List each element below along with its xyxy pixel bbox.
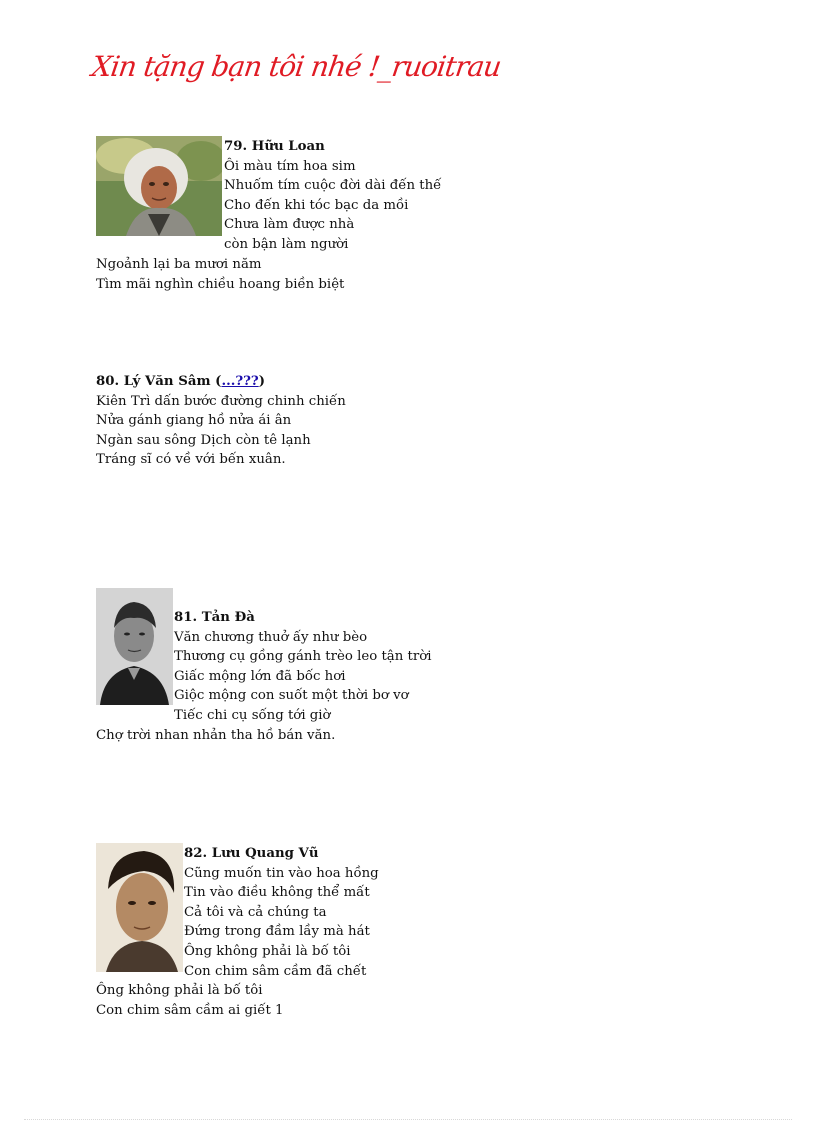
poem-line: Ôi màu tím hoa sim [224,158,356,174]
poem-title: 80. Lý Văn Sâm [96,374,211,389]
poem-title-row [96,372,346,392]
poem-title: 81. Tản Đà [174,610,255,625]
poem-line: Kiên Trì dấn bước đường chinh chiến [96,393,346,409]
title-paren-close: ) [258,374,265,389]
portrait-huu-loan [96,136,222,236]
poem-line: Ông không phải là bố tôi [184,943,351,959]
poem-line: Nửa gánh giang hồ nửa ái ân [96,413,292,429]
poem-line: Ngoảnh lại ba mươi năm [96,257,262,272]
poem-title: 82. Lưu Quang Vũ [184,846,319,861]
poem-line: Văn chương thuở ấy như bèo [174,629,368,645]
poem-link[interactable]: ...??? [221,374,259,389]
poem-line: Ngàn sau sông Dịch còn tê lạnh [96,432,311,448]
header-dedication: Xin tặng bạn tôi nhé !_ruoitrau [89,50,503,83]
poem-line: Tráng sĩ có về với bến xuân. [96,452,286,468]
page-bottom-divider [24,1119,792,1120]
poem-line: còn bận làm người [224,236,349,252]
portrait-luu-quang-vu [96,843,183,972]
poem-line: Ông không phải là bố tôi [96,983,263,998]
poem-line: Thương cụ gồng gánh trèo leo tận trời [174,649,432,665]
poem-line: Tìm mãi nghìn chiều hoang biền biệt [96,276,345,292]
poem-line: Chợ trời nhan nhản tha hồ bán văn. [96,728,336,743]
poem-line: Giộc mộng con suốt một thời bơ vơ [174,688,409,704]
poem-line: Cả tôi và cả chúng ta [184,904,327,920]
poem-line: Giấc mộng lớn đã bốc hơi [174,668,346,684]
poem-line: Nhuốm tím cuộc đời dài đến thế [224,178,442,194]
poem-line: Cho đến khi tóc bạc da mồi [224,197,409,213]
poem-line: Con chim sâm cầm ai giết 1 [96,1002,284,1018]
poem-title: 79. Hữu Loan [224,139,325,154]
poem-line: Tin vào điều không thể mất [184,885,370,901]
poem-line: Con chim sâm cầm đã chết [184,963,367,979]
poem-line: Đứng trong đầm lầy mà hát [184,924,370,940]
poem-line: Chưa làm được nhà [224,217,355,233]
portrait-tan-da [96,588,173,705]
poem-line: Tiếc chi cụ sống tới giờ [174,707,331,723]
poem-line: Cũng muốn tin vào hoa hồng [184,865,379,881]
title-paren-open: ( [210,374,222,389]
